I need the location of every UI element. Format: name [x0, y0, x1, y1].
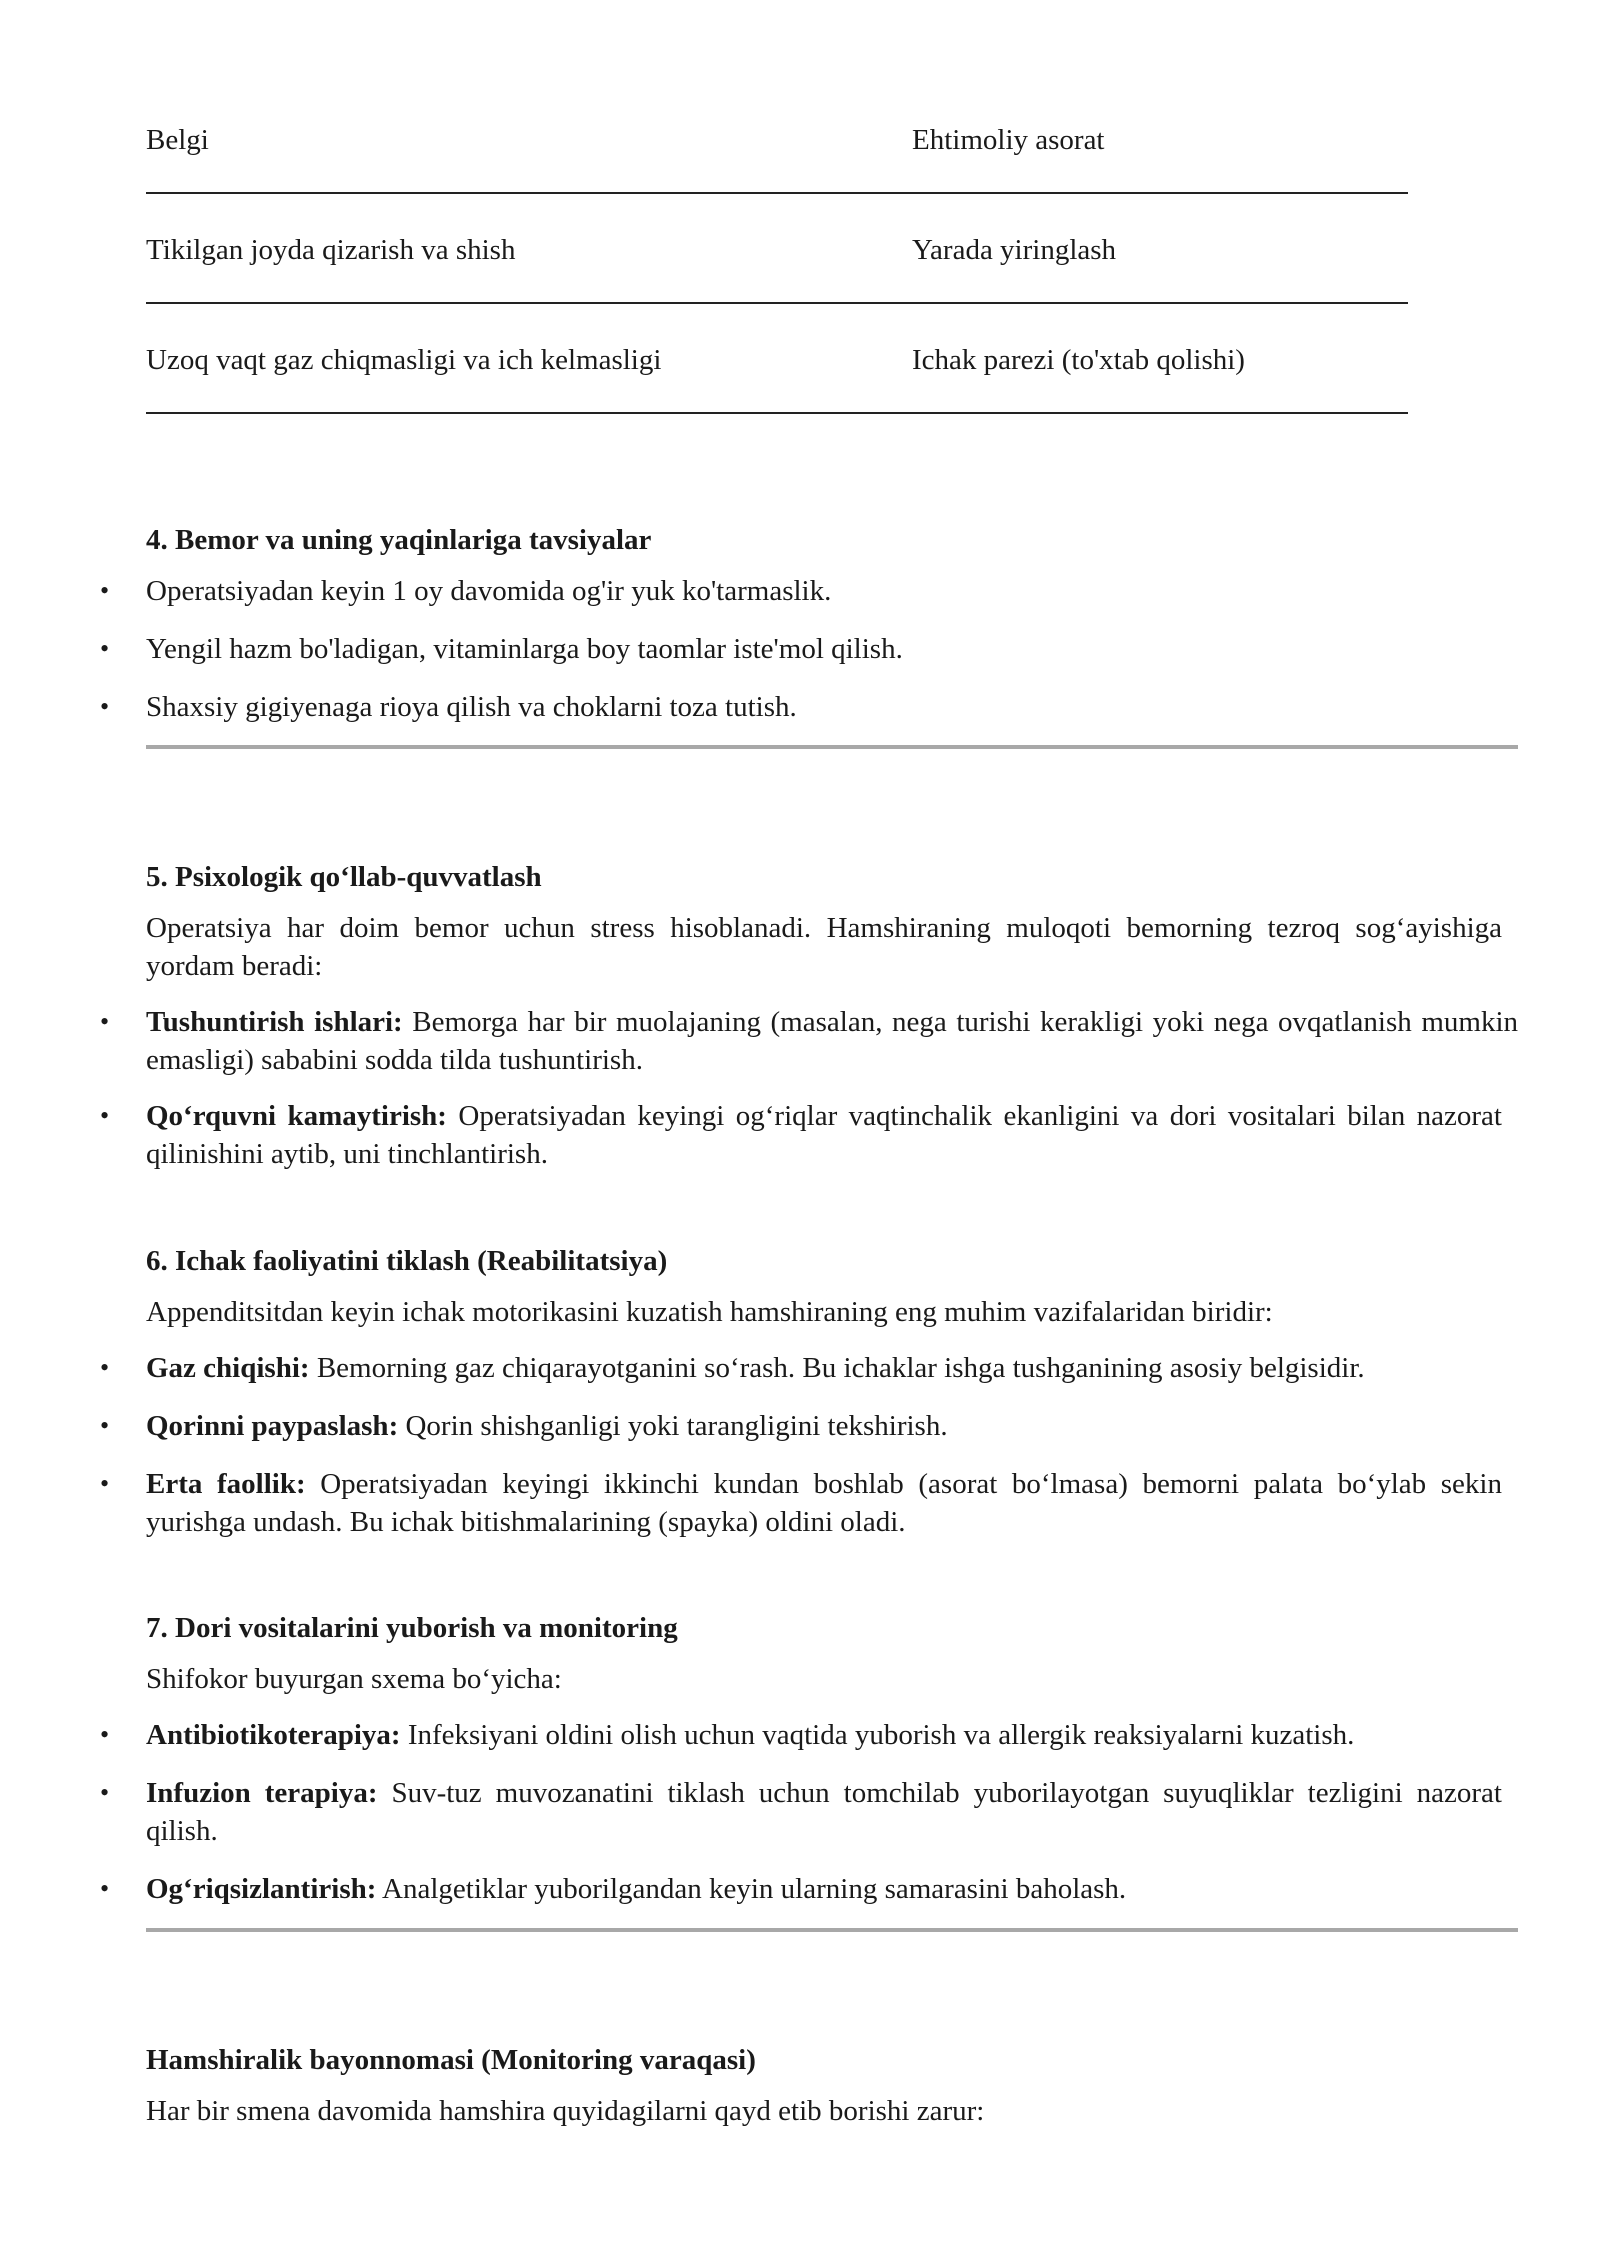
bullet-icon: •	[100, 1469, 110, 1498]
table-row	[146, 304, 1408, 414]
bullet-list	[100, 1003, 1518, 1173]
bullet-icon: •	[100, 1720, 110, 1749]
section-title: 7. Dori vositalarini yuborish va monitoring	[146, 1612, 678, 1644]
section-intro: Har bir smena davomida hamshira quyidagilarni qayd etib borishi zarur:	[146, 2095, 985, 2127]
bullet-list	[100, 572, 1518, 726]
section-psychological-support	[100, 857, 1518, 1173]
list-item: • Qorinni paypaslash: Qorin shishganligi yoki tarangligini tekshirish.	[146, 1407, 1518, 1445]
list-item: • Tushuntirish ishlari: Bemorga har bir muolajaning (masalan, nega turishi kerakligi yoki nega ovqatlanish mumkin emasligi) sababini sodda tilda tushuntirish.	[146, 1003, 1518, 1079]
table-cell: Uzoq vaqt gaz chiqmasligi va ich kelmasligi	[146, 344, 662, 376]
table-cell: Ichak parezi (to'xtab qolishi)	[912, 344, 1245, 376]
list-item: • Og‘riqsizlantirish: Analgetiklar yuborilgandan keyin ularning samarasini baholash.	[146, 1870, 1518, 1908]
bullet-icon: •	[100, 1353, 110, 1382]
bullet-icon: •	[100, 1007, 110, 1036]
section-divider	[146, 745, 1518, 749]
bullet-icon: •	[100, 1874, 110, 1903]
list-item: • Antibiotikoterapiya: Infeksiyani oldini olish uchun vaqtida yuborish va allergik reaksiyalarni kuzatish.	[146, 1716, 1518, 1754]
table-cell: Yarada yiringlash	[912, 234, 1117, 266]
section-nursing-record	[146, 2040, 1518, 2130]
table-row	[146, 194, 1408, 304]
list-item: • Operatsiyadan keyin 1 oy davomida og'ir yuk ko'tarmaslik.	[146, 572, 1518, 610]
bullet-icon: •	[100, 692, 110, 721]
section-recommendations	[100, 520, 1518, 726]
section-divider	[146, 1928, 1518, 1932]
bullet-list	[100, 1716, 1518, 1908]
section-title: 5. Psixologik qo‘llab-quvvatlash	[146, 861, 542, 893]
section-rehabilitation	[100, 1241, 1518, 1541]
list-item: • Infuzion terapiya: Suv-tuz muvozanatini tiklash uchun tomchilab yuborilayotgan suyuqliklar tezligini nazorat qilish.	[146, 1774, 1502, 1850]
list-item: • Yengil hazm bo'ladigan, vitaminlarga boy taomlar iste'mol qilish.	[146, 630, 1518, 668]
list-item: • Gaz chiqishi: Bemorning gaz chiqarayotganini so‘rash. Bu ichaklar ishga tushganining asosiy belgisidir.	[146, 1349, 1518, 1387]
list-item: • Qo‘rquvni kamaytirish: Operatsiyadan keyingi og‘riqlar vaqtinchalik ekanligini va dori vositalari bilan nazorat qilinishini aytib, uni tinchlantirish.	[146, 1097, 1502, 1173]
bullet-icon: •	[100, 1101, 110, 1130]
section-title: Hamshiralik bayonnomasi (Monitoring varaqasi)	[146, 2044, 756, 2076]
table-header-row	[146, 110, 1408, 194]
list-item: • Shaxsiy gigiyenaga rioya qilish va choklarni toza tutish.	[146, 688, 1518, 726]
table-header-complication: Ehtimoliy asorat	[912, 124, 1105, 156]
section-title: 4. Bemor va uning yaqinlariga tavsiyalar	[146, 524, 652, 556]
section-intro: Appenditsitdan keyin ichak motorikasini kuzatish hamshiraning eng muhim vazifalaridan biridir:	[146, 1296, 1273, 1328]
bullet-icon: •	[100, 576, 110, 605]
bullet-list	[100, 1349, 1518, 1541]
section-intro: Operatsiya har doim bemor uchun stress hisoblanadi. Hamshiraning muloqoti bemorning tezroq sog‘ayishiga yordam beradi:	[146, 912, 1502, 982]
bullet-icon: •	[100, 1778, 110, 1807]
list-item: • Erta faollik: Operatsiyadan keyingi ikkinchi kundan boshlab (asorat bo‘lmasa) bemorni palata bo‘ylab sekin yurishga undash. Bu ichak bitishmalarining (spayka) oldini oladi.	[146, 1465, 1502, 1541]
section-medication	[100, 1608, 1518, 1908]
section-intro: Shifokor buyurgan sxema bo‘yicha:	[146, 1663, 562, 1695]
section-title: 6. Ichak faoliyatini tiklash (Reabilitatsiya)	[146, 1245, 668, 1277]
bullet-icon: •	[100, 634, 110, 663]
table-cell: Tikilgan joyda qizarish va shish	[146, 234, 516, 266]
bullet-icon: •	[100, 1411, 110, 1440]
table-header-sign: Belgi	[146, 124, 209, 156]
complications-table	[146, 110, 1408, 414]
